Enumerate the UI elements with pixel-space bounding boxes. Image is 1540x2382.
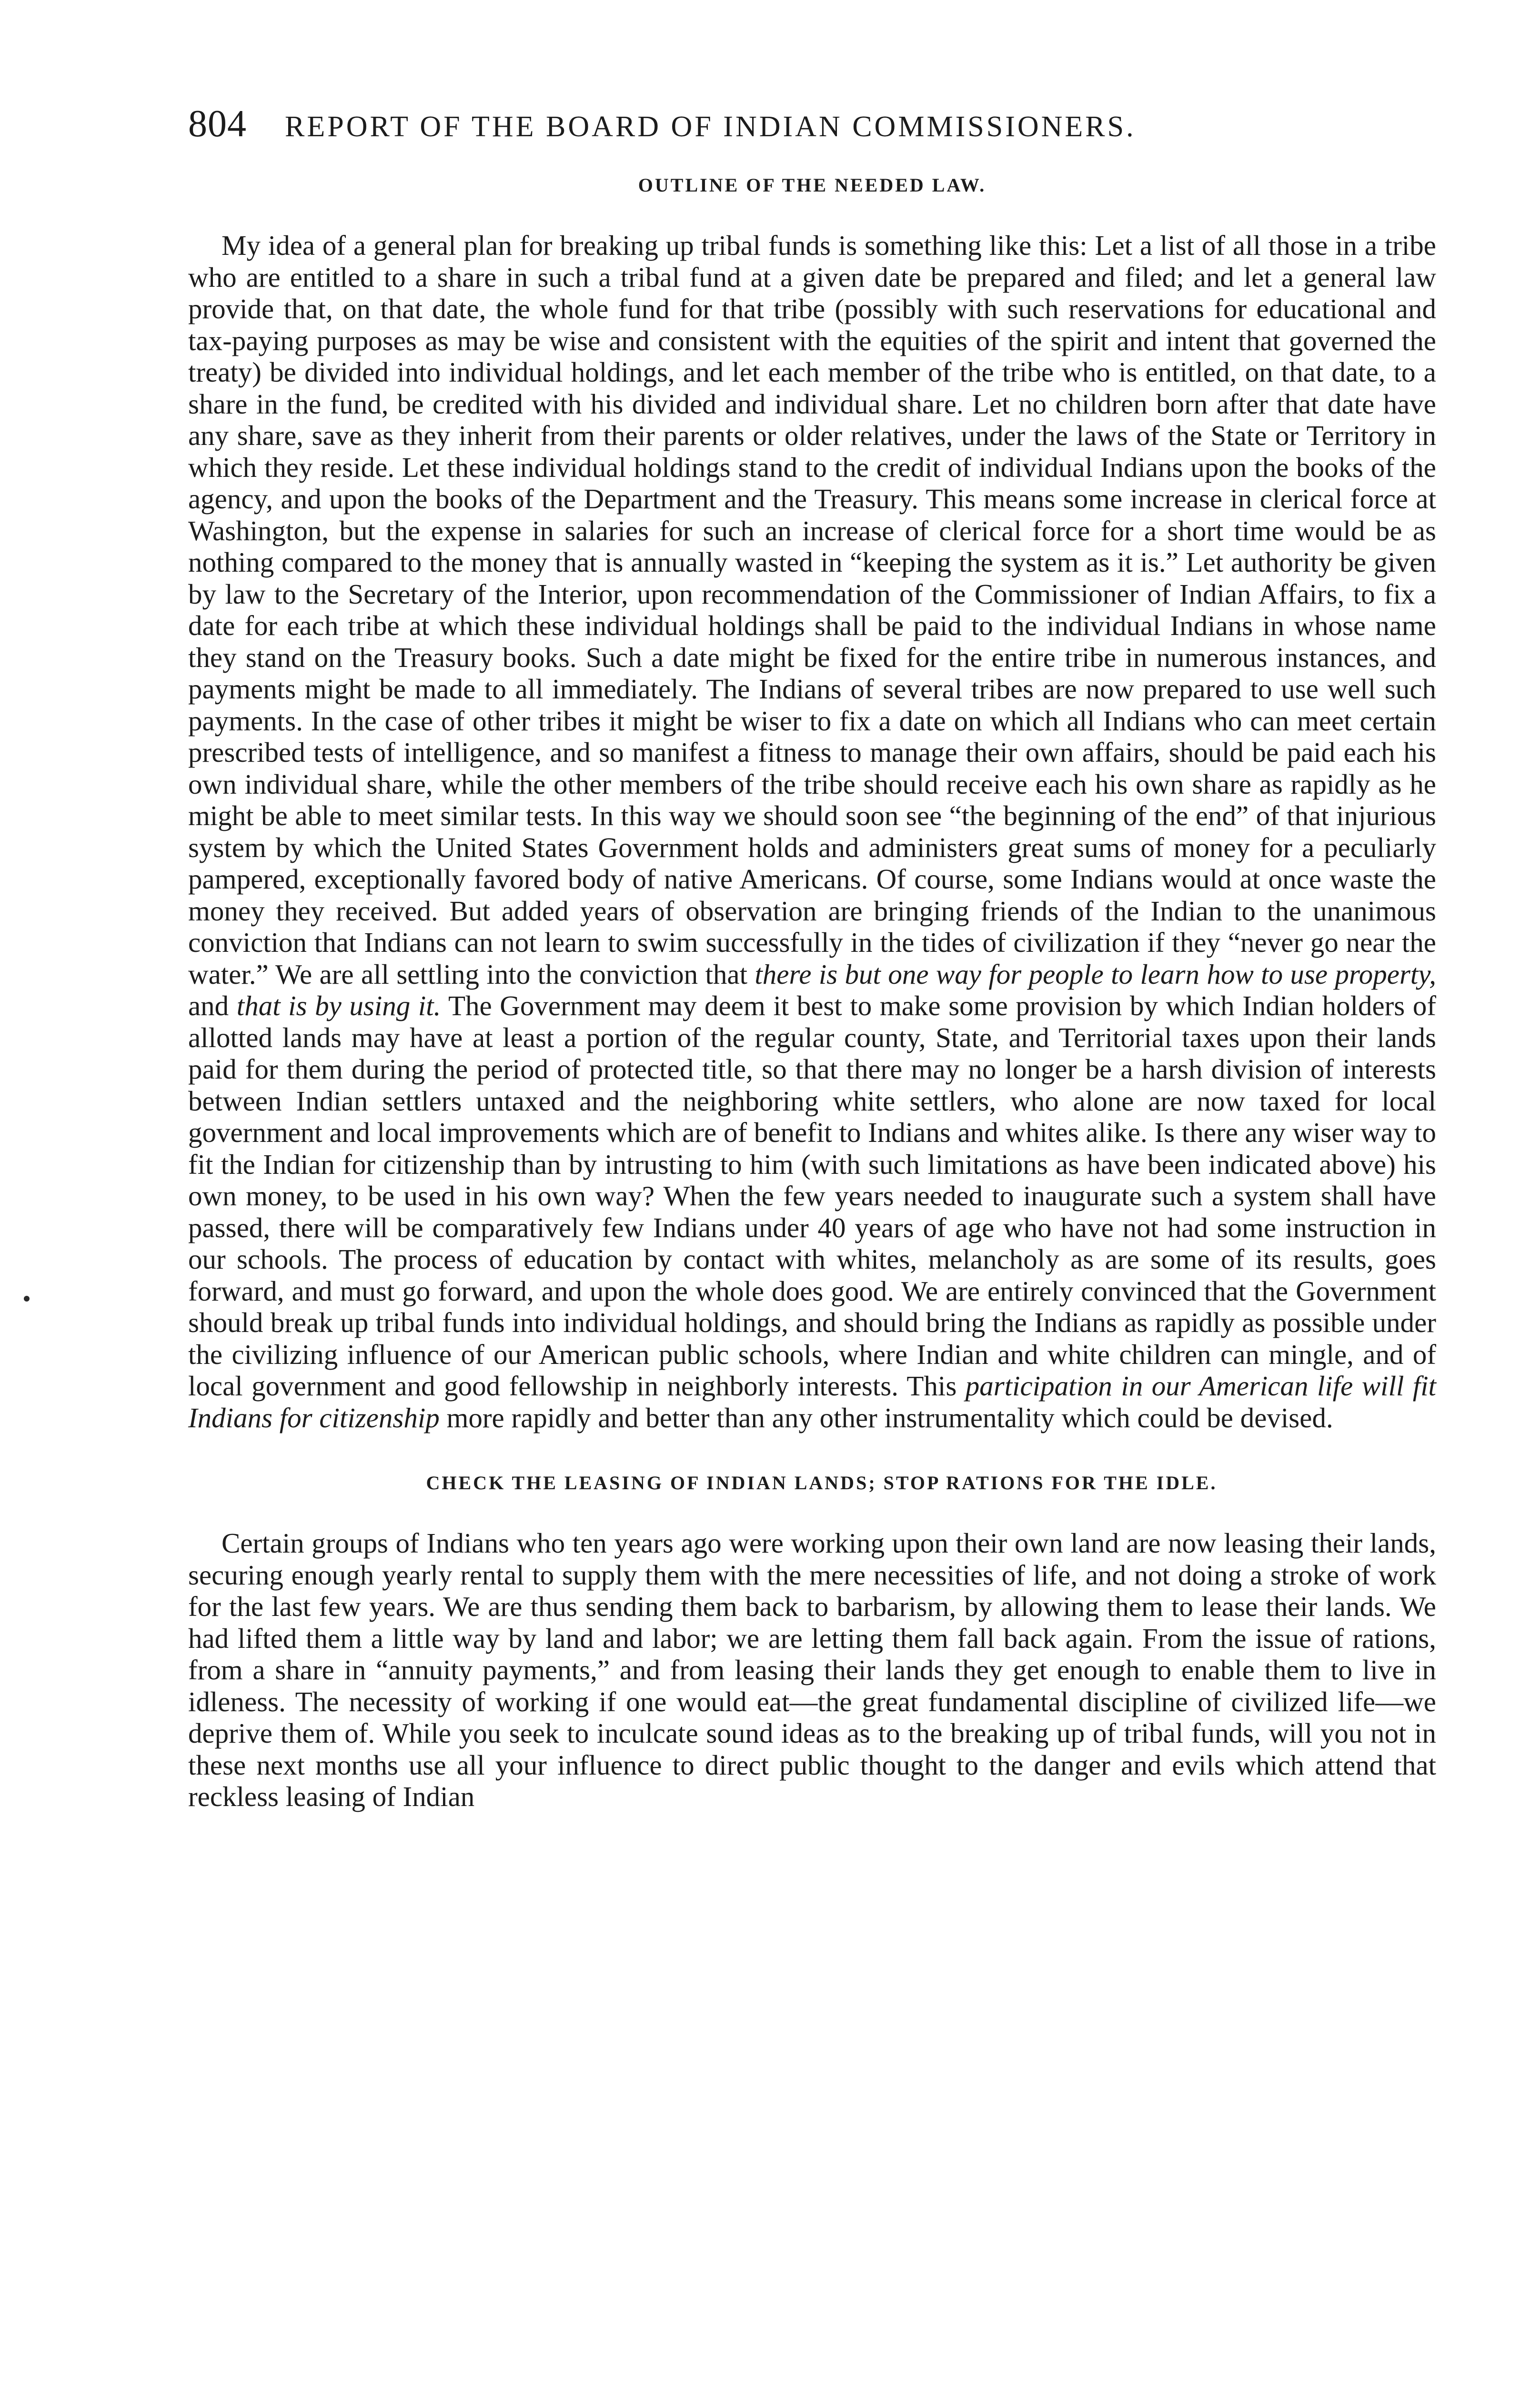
paragraph-text: My idea of a general plan for breaking up tribal funds is something like this: Let a list of all those in a tribe who are entitled to a share in such a tribal fund at a given date be prepared and filed; and let a general law provide that, on that date, the whole fund for that tribe (possibly with such reservations for educational and tax-paying purposes as may be wise and consistent with the equities of the spirit and intent that governed the treaty) be divided into individual holdings, and let each member of the tribe who is entitled, on that date, to a share in the fund, be credited with his divided and individual share. Let no children born after that date have any share, save as they inherit from their parents or older relatives, under the laws of the State or Territory in which they reside. Let these individual holdings stand to the credit of individual Indians upon the books of the agency, and upon the books of the Department and the Treasury. This means some increase in clerical force at Washington, but the expense in salaries for such an increase of clerical force for a short time would be as nothing compared to the money that is annually wasted in “keeping the system as it is.” Let authority be given by law to the Secretary of the Interior, upon recommendation of the Commissioner of Indian Affairs, to fix a date for each tribe at which these individual holdings shall be paid to the individual Indians in whose name they stand on the Treasury books. Such a date might be fixed for the entire tribe in numerous instances, and payments might be made to all immediately. The Indians of several tribes are now prepared to use well such payments. In the case of other tribes it might be wiser to fix a date on which all Indians who can meet certain prescribed tests of intelligence, and so manifest a fitness to manage their own affairs, should be paid each his own individual share, while the other members of the tribe should receive each his own share as rapidly as he might be able to meet similar tests. In this way we should soon see “the beginning of the end” of that injurious system by which the United States Government holds and administers great sums of money for a peculiarly pampered, exceptionally favored body of native Americans. Of course, some Indians would at once waste the money they received. But added years of observation are bringing friends of the Indian to the unanimous conviction that Indians can not learn to swim successfully in the tides of civilization if they “never go near the water.” We are all settling into the conviction that bbox=[188, 230, 1436, 990]
section-heading-leasing: CHECK THE LEASING OF INDIAN LANDS; STOP RATIONS FOR THE IDLE. bbox=[426, 1472, 1218, 1494]
body-paragraph-leasing: Certain groups of Indians who ten years ago were working upon their own land are now leasing their lands, securing enough yearly rental to supply them with the mere necessities of life, and not doing a stroke of work for the last few years. We are thus sending them back to barbarism, by allowing them to lease their lands. We had lifted them a little way by land and labor; we are letting them fall back again. From the issue of rations, from a share in “annuity payments,” and from leasing their lands they get enough to enable them to live in idleness. The necessity of working if one would eat—the great fundamental discipline of civilized life—we deprive them of. While you seek to inculcate sound ideas as to the breaking up of tribal funds, will you not in these next months use all your influence to direct public thought to the danger and evils which attend that reckless leasing of Indian bbox=[188, 1527, 1436, 1812]
body-paragraph-outline bbox=[188, 230, 1436, 1433]
document-page bbox=[188, 102, 1436, 1813]
page-number: 804 bbox=[188, 103, 247, 145]
paragraph-text: more rapidly and better than any other instrumentality which could be devised. bbox=[439, 1402, 1333, 1433]
paragraph-text: The Government may deem it best to make some provision by which Indian holders of allotted lands may have at least a portion of the regular county, State, and Territorial taxes upon their lands paid for them during the period of protected title, so that there may no longer be a harsh division of interests between Indian settlers untaxed and the neighboring white settlers, who alone are now taxed for local government and local improvements which are of benefit to Indians and whites alike. Is there any wiser way to fit the Indian for citizenship than by intrusting to him (with such limitations as have been indicated above) his own money, to be used in his own way? When the few years needed to inaugurate such a system shall have passed, there will be comparatively few Indians under 40 years of age who have not had some instruction in our schools. The process of education by contact with whites, melancholy as are some of its results, goes forward, and must go forward, and upon the whole does good. We are entirely convinced that the Government should break up tribal funds into individual holdings, and should bring the Indians as rapidly as possible under the civilizing influence of our American public schools, where Indian and white children can mingle, and of local government and good fellowship in neighborly interests. This bbox=[188, 990, 1437, 1402]
margin-dot-mark bbox=[24, 1296, 30, 1302]
paragraph-text: and bbox=[188, 990, 237, 1021]
running-title: REPORT OF THE BOARD OF INDIAN COMMISSIONERS. bbox=[285, 111, 1136, 143]
paragraph-italic-text: that is by using it. bbox=[236, 990, 441, 1021]
paragraph-italic-text: there is but one way for people to learn how to use property, bbox=[755, 958, 1436, 990]
section-heading-outline: OUTLINE OF THE NEEDED LAW. bbox=[638, 174, 986, 196]
paragraph-italic-text: participation in our American life will fit Indians for citizenship bbox=[188, 1370, 1437, 1433]
running-head bbox=[188, 102, 1436, 160]
